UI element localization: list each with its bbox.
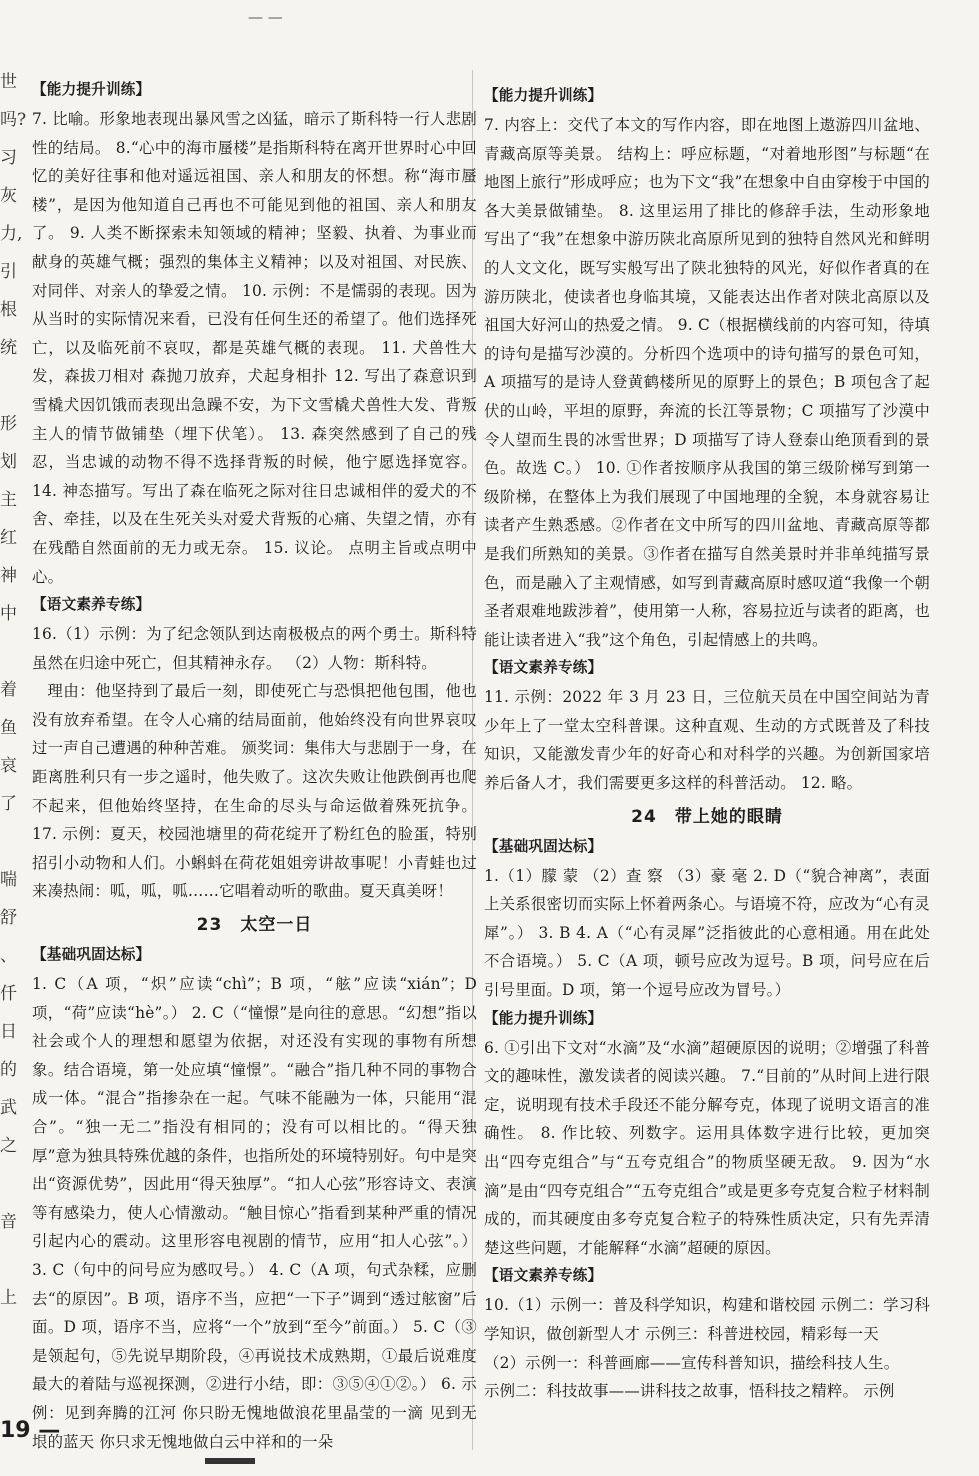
section-label-ability-24: 【能力提升训练】: [484, 1009, 603, 1027]
page-number: 19 —: [0, 1418, 61, 1443]
section-label-literacy: 【语文素养专练】: [32, 596, 151, 614]
answers-literacy-16: 16.（1）示例：为了纪念领队到达南极极点的两个勇士。斯科特虽然在归途中死亡，但其精神永存。 （2）人物：斯科特。: [32, 625, 477, 672]
margin-fragment: 喘: [0, 870, 17, 890]
section-label-literacy: 【语文素养专练】: [484, 659, 603, 677]
section-label-literacy-24: 【语文素养专练】: [484, 1267, 603, 1285]
section-label-ability: 【能力提升训练】: [484, 87, 603, 104]
top-mark: — —: [248, 8, 283, 26]
section-label-basic: 【基础巩固达标】: [32, 946, 151, 964]
answers-basic-24: 1.（1）朦 蒙 （2）查 察 （3）豪 毫 2. D（“貌合神离”，表面上关系很密切而实际上怀着两条心。与语境不符，应改为“心有灵犀”。） 3. B 4. A（“心有灵犀”泛指彼此的心意相通。用在此处不合语境。） 5. C（A 项，顿号应改为逗号。B 项，问号应在后引号里面。D 项，第一个逗号应改为冒号。）: [484, 866, 930, 1000]
answers-literacy-10-2: （2）示例一：科普画廊——宣传科普知识，描绘科技人生。: [484, 1353, 900, 1372]
margin-fragment: 仟: [0, 984, 17, 1004]
bottom-mark: [205, 1458, 255, 1464]
margin-fragment: 上: [0, 1288, 17, 1308]
margin-fragment: 的: [0, 1060, 17, 1080]
answers-ability-training: 7. 内容上：交代了本文的写作内容，即在地图上遨游四川盆地、青藏高原等美景。 结构上：呼应标题，“对着地形图”与标题“在地图上旅行”形成呼应；也为下文“我”在想象中自由穿梭于中国的各大美景做铺垫。 8. 这里运用了排比的修辞手法，生动形象地写出了“我”在想象中游历陕北高原所见到的独特自然风光和鲜明的人文文化，既写实般写出了陕北独特的风光，好似作者真的在游历陕北，使读者也身临其境，又能表达出作者对陕北高原以及祖国大好河山的热爱之情。 9. C（根据横线前的内容可知，待填的诗句是描写沙漠的。分析四个选项中的诗句描写的景色可知，A 项描写的是诗人登黄鹤楼所见的原野上的景色；B 项包含了起伏的山岭，平坦的原野，奔流的长江等景物；C 项描写了沙漠中令人望而生畏的冰雪世界；D 项描写了诗人登泰山绝顶看到的景色。故选 C。） 10. ①作者按顺序从我国的第三级阶梯写到第一级阶梯，在整体上为我们展现了中国地理的全貌，本身就容易让读者产生熟悉感。②作者在文中所写的四川盆地、青藏高原等都是我们所熟知的美景。③作者在描写自然美景时并非单纯描写景色，而是融入了主观情感，如写到青藏高原时感叹道“我像一个朝圣者艰难地跋涉着”，使用第一人称，容易拉近与读者的距离，也能让读者进入“我”这个角色，引起情感上的共鸣。: [484, 116, 930, 649]
margin-fragment: [0, 830, 22, 854]
margin-fragment: 着: [0, 680, 17, 700]
answers-literacy-11: 11. 示例：2022 年 3 月 23 日，三位航天员在中国空间站为青少年上了一堂太空科普课。这种直观、生动的方式既普及了科技知识，又能激发青少年的好奇心和对科学的兴趣。为创新国家培养后备人才，我们需要更多这样的科普活动。 12. 略。: [484, 688, 930, 793]
margin-fragment: [0, 1248, 22, 1272]
section-label-ability: 【能力提升训练】: [32, 81, 151, 98]
answers-literacy-10-1: 10.（1）示例一：普及科学知识，构建和谐校园 示例二：学习科学知识，做创新型人才 示例三：科普进校园，精彩每一天: [484, 1296, 930, 1343]
margin-fragment: 舒: [0, 908, 17, 928]
margin-fragment: 之: [0, 1136, 17, 1156]
answers-ability-training: 7. 比喻。形象地表现出暴风雪之凶猛，暗示了斯科特一行人悲剧性的结局。 8.“心中的海市蜃楼”是指斯科特在离开世界时心中回忆的美好往事和他对遥远祖国、亲人和朋友的怀想。称“海市蜃楼”，是因为他知道自己再也不可能见到他的祖国、亲人和朋友了。 9. 人类不断探索未知领域的精神；坚毅、执着、为事业而献身的英雄气概；强烈的集体主义精神；以及对祖国、对民族、对同伴、对亲人的挚爱之情。 10. 示例：不是懦弱的表现。因为从当时的实际情况来看，已没有任何生还的希望了。他们选择死亡，以及临死前不哀叹，都是英雄气概的表现。 11. 犬兽性大发，森拔刀相对 森抛刀放弃，犬起身相扑 12. 写出了森意识到雪橇犬因饥饿而表现出急躁不安，为下文雪橇犬兽性大发、背叛主人的情节做铺垫（埋下伏笔）。 13. 森突然感到了自己的残忍，当忠诚的动物不得不选择背叛的时候，他宁愿选择宽容。 14. 神态描写。写出了森在临死之际对往日忠诚相伴的爱犬的不舍、牵挂，以及在生死关头对爱犬背叛的心痛、失望之情，亦有在残酷自然面前的无力或无奈。 15. 议论。 点明主旨或点明中心。: [32, 110, 477, 586]
answers-literacy-reason: 理由：他坚持到了最后一刻，即使死亡与恐惧把他包围，他也没有放弃希望。在令人心痛的结局面前，他始终没有向世界哀叹过一声自己遭遇的种种苦难。 颁奖词：集伟大与悲剧于一身，在距离胜利只有一步之遥时，他失败了。这次失败让他跌倒再也爬不起来，但他始终坚持，在生命的尽头与命运做着殊死抗争。 17. 示例：夏天，校园池塘里的荷花绽开了粉红色的脸蛋，特别招引小动物和人们。小蝌蚪在荷花姐姐旁讲故事呢！小青蛙也过来凑热闹：呱，呱，呱……它唱着动听的歌曲。夏天真美呀！: [32, 682, 477, 901]
margin-fragment: 世: [0, 72, 17, 92]
margin-fragment: 音: [0, 1212, 17, 1232]
left-column: [32, 76, 477, 1456]
answers-basic-23: 1. C（A 项，“炽”应读“chì”；B 项，“舷”应读“xián”；D 项，“荷”应读“hè”。） 2. C（“憧憬”是向往的意思。“幻想”指以社会或个人的理想和愿望为依据，对还没有实现的事物有所想象。结合语境，第一处应填“憧憬”。“融合”指几种不同的事物合成一体。“混合”指掺杂在一起。气味不能融为一体，只能用“混合”。“独一无二”指没有相同的；没有可以相比的。“得天独厚”意为独具特殊优越的条件，也指所处的环境特别好。句中是突出“资源优势”，因此用“得天独厚”。“扣人心弦”形容诗文、表演等有感染力，使人心情激动。“触目惊心”指看到某种严重的情况引起内心的震动。这里形容电视剧的情节，应用“扣人心弦”。） 3. C（句中的问号应为感叹号。） 4. C（A 项，句式杂糅，应删去“的原因”。B 项，语序不当，应把“一下子”调到“透过舷窗”后面。D 项，语序不当，应将“一个”放到“至今”前面。） 5. C（③是领起句，⑤先说早期阶段，④再说技术成熟期，①最后说难度最大的着陆与巡视探测，②进行小结，即：③⑤④①②。） 6. 示例：见到奔腾的江河 你只盼无愧地做浪花里晶莹的一滴 见到无垠的蓝天 你只求无愧地做白云中祥和的一朵: [32, 975, 477, 1451]
margin-fragment: 、: [0, 946, 17, 966]
margin-fragment: 红: [0, 528, 17, 548]
margin-fragment: 主: [0, 490, 17, 510]
margin-fragment: 神: [0, 566, 17, 586]
margin-fragment: [0, 374, 22, 398]
margin-fragment: [0, 1172, 22, 1196]
answers-literacy-10-3: 示例二：科技故事——讲科技之故事，悟科技之精粹。 示例: [484, 1382, 895, 1401]
margin-fragment: 形: [0, 414, 17, 434]
margin-fragment: 力,: [0, 224, 23, 244]
margin-fragment: 日: [0, 1022, 17, 1042]
section-label-basic: 【基础巩固达标】: [484, 837, 603, 855]
margin-fragment: [0, 640, 22, 664]
margin-fragment: 中: [0, 604, 17, 624]
margin-fragment: 引: [0, 262, 17, 282]
margin-fragment: 哀: [0, 756, 17, 776]
margin-fragment: 了: [0, 794, 17, 814]
margin-fragment: 习: [0, 148, 17, 168]
lesson-title-23: 23 太空一日: [196, 915, 313, 936]
right-column: [484, 82, 930, 1406]
margin-fragment: 吗?: [0, 110, 27, 130]
margin-fragment: 根: [0, 300, 17, 320]
margin-fragment: 统: [0, 338, 17, 358]
margin-fragment: 鱼: [0, 718, 17, 738]
lesson-title-24: 24 带上她的眼睛: [631, 806, 783, 827]
left-margin-fragments: [0, 70, 27, 1324]
answers-ability-24: 6. ①引出下文对“水滴”及“水滴”超硬原因的说明；②增强了科普文的趣味性，激发读者的阅读兴趣。 7.“目前的”从时间上进行限定，说明现有技术手段还不能分解夸克，体现了说明文语言的准确性。 8. 作比较、列数字。运用具体数字进行比较，更加突出“四夸克组合”与“五夸克组合”的物质坚硬无敌。 9. 因为“水滴”是由“四夸克组合”“五夸克组合”或是更多夸克复合粒子材料制成的，而其硬度由多夸克复合粒子的特殊性质决定，只有先弄清楚这些问题，才能解释“水滴”超硬的原因。: [484, 1038, 930, 1257]
margin-fragment: 灰: [0, 186, 17, 206]
margin-fragment: 划: [0, 452, 17, 472]
margin-fragment: 武: [0, 1098, 17, 1118]
